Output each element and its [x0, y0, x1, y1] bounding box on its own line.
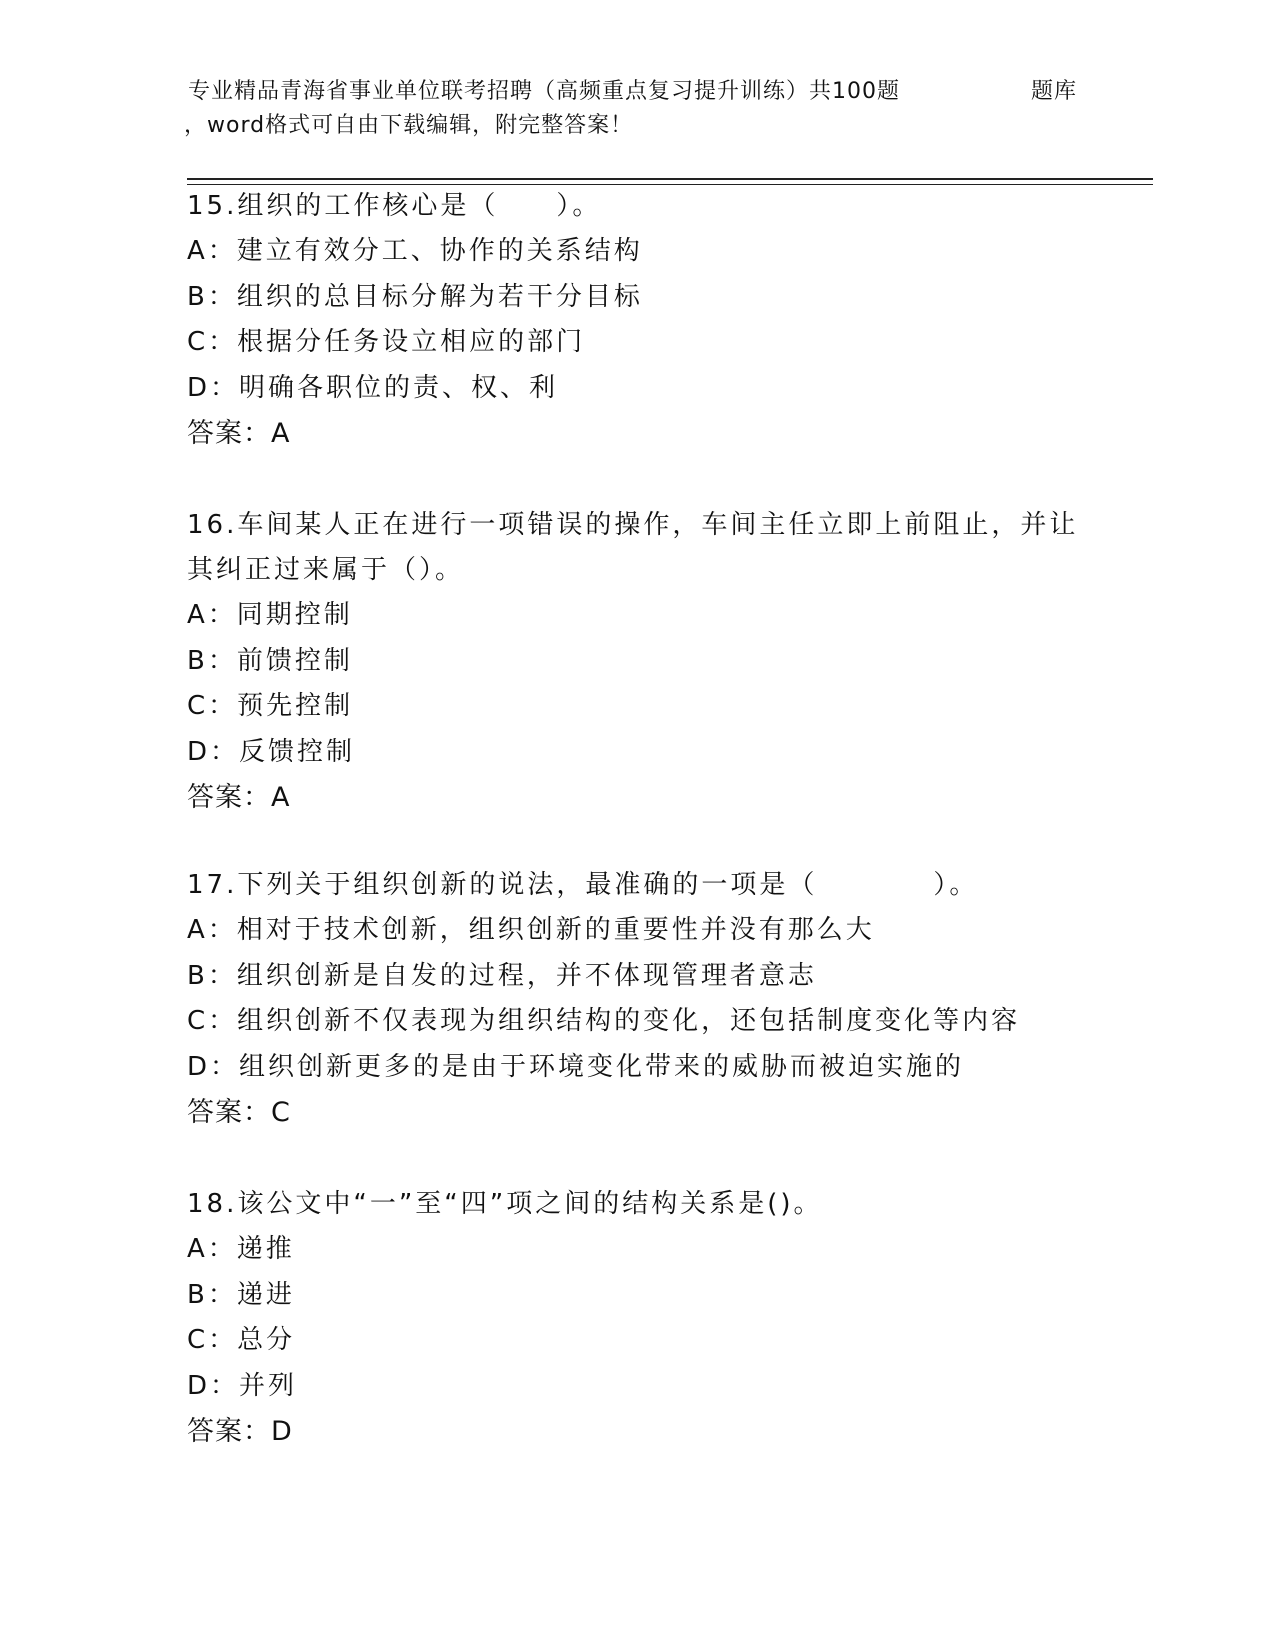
option-c: C：总分 — [187, 1325, 296, 1355]
option-d: D：组织创新更多的是由于环境变化带来的威胁而被迫实施的 — [187, 1051, 965, 1082]
question-stem: 16.车间某人正在进行一项错误的操作，车间主任立即上前阻止，并让其纠正过来属于（）。 — [187, 510, 1079, 585]
option-c: C：预先控制 — [187, 691, 354, 721]
option-b: B：递进 — [187, 1279, 295, 1310]
option-d: D：明确各职位的责、权、利 — [187, 372, 559, 403]
question-15 — [187, 184, 1087, 457]
option-c: C：组织创新不仅表现为组织结构的变化，还包括制度变化等内容 — [187, 1006, 1021, 1036]
option-b: B：组织创新是自发的过程，并不体现管理者意志 — [187, 960, 817, 991]
option-b: B：前馈控制 — [187, 645, 353, 676]
answer: 答案：A — [187, 418, 291, 449]
answer: 答案：D — [187, 1416, 293, 1447]
question-stem: 15.组织的工作核心是（ ）。 — [187, 191, 602, 221]
question-17 — [187, 863, 1087, 1136]
option-a: A：递推 — [187, 1234, 295, 1264]
option-b: B：组织的总目标分解为若干分目标 — [187, 281, 643, 312]
option-c: C：根据分任务设立相应的部门 — [187, 327, 586, 357]
question-16 — [187, 503, 1087, 821]
question-stem: 18.该公文中“一”至“四”项之间的结构关系是()。 — [187, 1189, 823, 1219]
option-a: A：同期控制 — [187, 600, 353, 630]
answer: 答案：C — [187, 1097, 291, 1128]
question-stem: 17.下列关于组织创新的说法，最准确的一项是（ ）。 — [187, 870, 979, 900]
option-d: D：反馈控制 — [187, 736, 356, 767]
header-subtitle: ，word格式可自由下载编辑，附完整答案！ — [184, 113, 634, 138]
question-18 — [187, 1182, 1087, 1455]
option-a: A：相对于技术创新，组织创新的重要性并没有那么大 — [187, 915, 875, 945]
header-divider — [187, 178, 1153, 180]
option-d: D：并列 — [187, 1370, 298, 1401]
option-a: A：建立有效分工、协作的关系结构 — [187, 236, 643, 266]
answer: 答案：A — [187, 782, 291, 813]
header-tag: 题库 — [1031, 79, 1078, 104]
header-title: 专业精品青海省事业单位联考招聘（高频重点复习提升训练）共100题 — [188, 79, 900, 104]
